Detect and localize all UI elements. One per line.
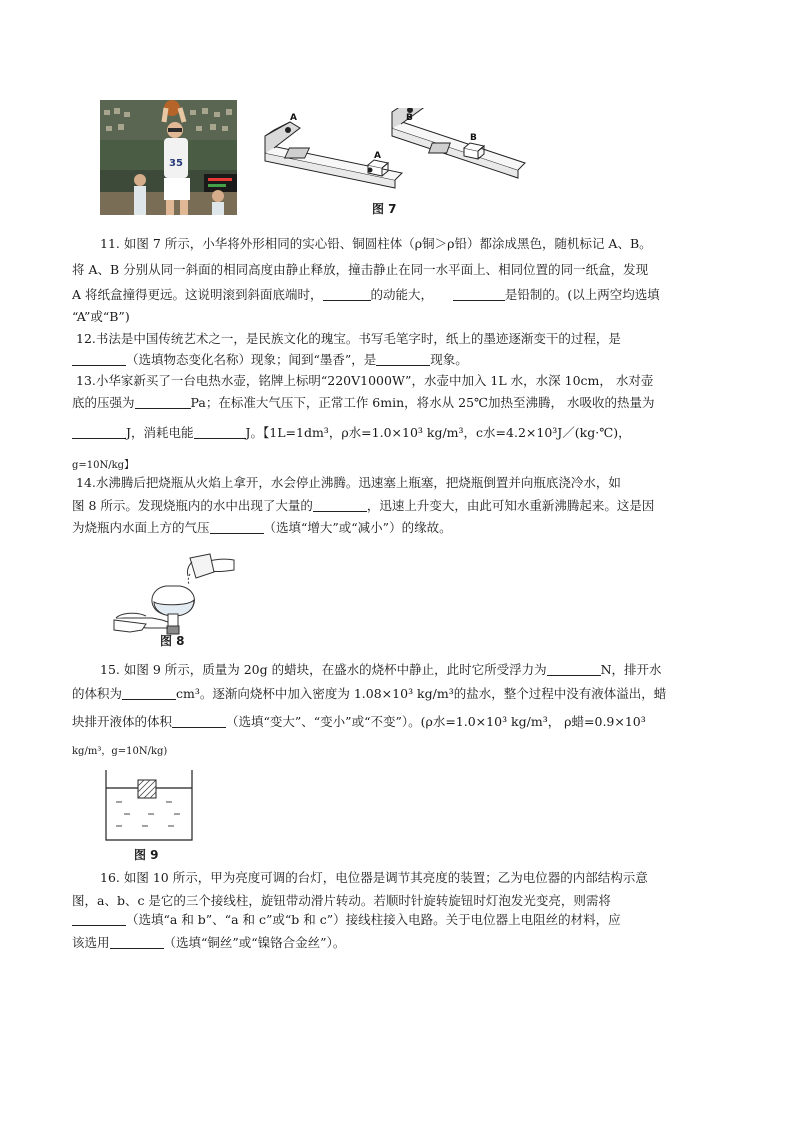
label-a-bottom: A	[374, 151, 381, 161]
q16-line-1: 16. 如图 10 所示，甲为亮度可调的台灯，电位器是调节其亮度的装置；乙为电位器的内部结构示意	[100, 870, 648, 885]
q12-text-2a: （选填物态变化名称）现象；闻到“墨香”，是	[126, 352, 377, 367]
q11-line-3	[72, 287, 732, 303]
q15-line-1	[100, 662, 732, 678]
q14-text-2a: 图 8 所示。发现烧瓶内的水中出现了大量的	[72, 498, 313, 513]
q13-blank-3[interactable]	[194, 426, 246, 439]
q11-blank-2[interactable]	[453, 288, 505, 301]
q13-line-4: g=10N/kg】	[72, 460, 135, 471]
q11-text-3c: 是铅制的。(以上两空均选填	[504, 287, 660, 302]
q12-line-2	[72, 352, 732, 368]
q11-blank-1[interactable]	[323, 288, 371, 301]
jersey-number: 35	[169, 158, 183, 169]
q15-blank-2[interactable]	[122, 687, 176, 700]
figure-9-diagram	[104, 768, 196, 844]
q11-text-3b: 的动能大，	[370, 287, 434, 302]
q13-blank-2[interactable]	[72, 426, 126, 439]
q13-text-3a: J，消耗电能	[126, 425, 194, 440]
q13-line-1: 13.小华家新买了一台电热水壶，铭牌上标明“220V1000W”，水壶中加入 1L 水，水深 10cm， 水对壶	[76, 373, 654, 388]
label-b-bottom: B	[470, 133, 477, 143]
q15-blank-3[interactable]	[172, 715, 226, 728]
q14-line-1: 14.水沸腾后把烧瓶从火焰上拿开，水会停止沸腾。迅速塞上瓶塞，把烧瓶倒置并向瓶底浇冷水，如	[76, 475, 621, 490]
q15-text-2b: cm³。逐渐向烧杯中加入密度为 1.08×10³ kg/m³的盐水，整个过程中没有液体溢出，蜡	[176, 686, 667, 701]
q11-line-2: 将 A、B 分别从同一斜面的相同高度由静止释放，撞击静止在同一水平面上、相同位置的同一纸盒，发现	[72, 262, 649, 277]
q15-line-3	[72, 714, 732, 730]
q16-text-4a: 该选用	[72, 935, 110, 950]
q16-line-2: 图，a、b、c 是它的三个接线柱，旋钮带动滑片转动。若顺时针旋转旋钮时灯泡发光变亮，则需将	[72, 893, 611, 908]
q16-blank-1[interactable]	[72, 913, 126, 926]
q13-text-3b: J。【1L=1dm³，ρ水=1.0×10³ kg/m³，c水=4.2×10³J／(kg·℃)，	[245, 425, 631, 440]
q11-line-4: “A”或“B”)	[72, 309, 130, 324]
q12-blank-1[interactable]	[72, 353, 126, 366]
figure-7-caption: 图 7	[372, 202, 397, 216]
q11-line-1: 11. 如图 7 所示，小华将外形相同的实心铅、铜圆柱体（ρ铜＞ρ铅）都涂成黑色，随机标记 A、B。	[100, 236, 652, 251]
q15-text-3a: 块排开液体的体积	[72, 714, 173, 729]
q13-line-3	[72, 425, 732, 441]
q14-text-2b: ，迅速上升变大，由此可知水重新沸腾起来。这是因	[366, 498, 655, 513]
q14-blank-1[interactable]	[313, 499, 367, 512]
q16-line-4	[72, 935, 732, 951]
q14-line-3	[72, 520, 732, 536]
q15-line-2	[72, 686, 732, 702]
label-a-top: A	[290, 113, 297, 123]
basketball-photo	[100, 100, 237, 215]
q13-line-2	[72, 395, 732, 411]
q16-text-4b: （选填“铜丝”或“镍铬合金丝”）。	[163, 935, 346, 950]
figure-8-diagram	[112, 548, 236, 640]
q15-text-3b: （选填“变大”、“变小”或“不变”）。(ρ水=1.0×10³ kg/m³， ρ蜡=0.9×10³	[226, 714, 646, 729]
q14-blank-2[interactable]	[210, 521, 264, 534]
figure-9-caption: 图 9	[134, 848, 159, 862]
q13-text-2a: 底的压强为	[72, 395, 135, 410]
label-b-top: B	[406, 113, 413, 123]
q13-text-2b: Pa；在标准大气压下，正常工作 6min，将水从 25℃加热至沸腾， 水吸收的热量为	[190, 395, 655, 410]
q16-blank-2[interactable]	[110, 936, 164, 949]
q16-text-3b: （选填“a 和 b”、“a 和 c”或“b 和 c”）接线柱接入电路。关于电位器上电阻丝的材料，应	[126, 912, 621, 927]
figure-8-caption: 图 8	[160, 634, 185, 648]
wax-block	[138, 780, 156, 798]
q12-line-1: 12.书法是中国传统艺术之一，是民族文化的瑰宝。书写毛笔字时，纸上的墨迹逐渐变干的过程，是	[76, 331, 621, 346]
q15-text-1b: N，排开水	[600, 662, 662, 677]
q11-text-3a: A 将纸盒撞得更远。这说明滚到斜面底端时，	[72, 287, 323, 302]
q15-blank-1[interactable]	[547, 663, 601, 676]
q12-blank-2[interactable]	[376, 353, 430, 366]
q15-text-2a: 的体积为	[72, 686, 123, 701]
q14-text-3a: 为烧瓶内水面上方的气压	[72, 520, 210, 535]
q13-blank-1[interactable]	[135, 396, 191, 409]
q16-line-3	[72, 912, 732, 928]
q14-line-2	[72, 498, 732, 514]
q12-text-2b: 现象。	[430, 352, 468, 367]
q15-line-4: kg/m³，g=10N/kg)	[72, 746, 168, 757]
q15-text-1a: 15. 如图 9 所示，质量为 20g 的蜡块，在盛水的烧杯中静止，此时它所受浮力为	[100, 662, 547, 677]
q14-text-3b: （选填“增大”或“减小”）的缘故。	[263, 520, 452, 535]
